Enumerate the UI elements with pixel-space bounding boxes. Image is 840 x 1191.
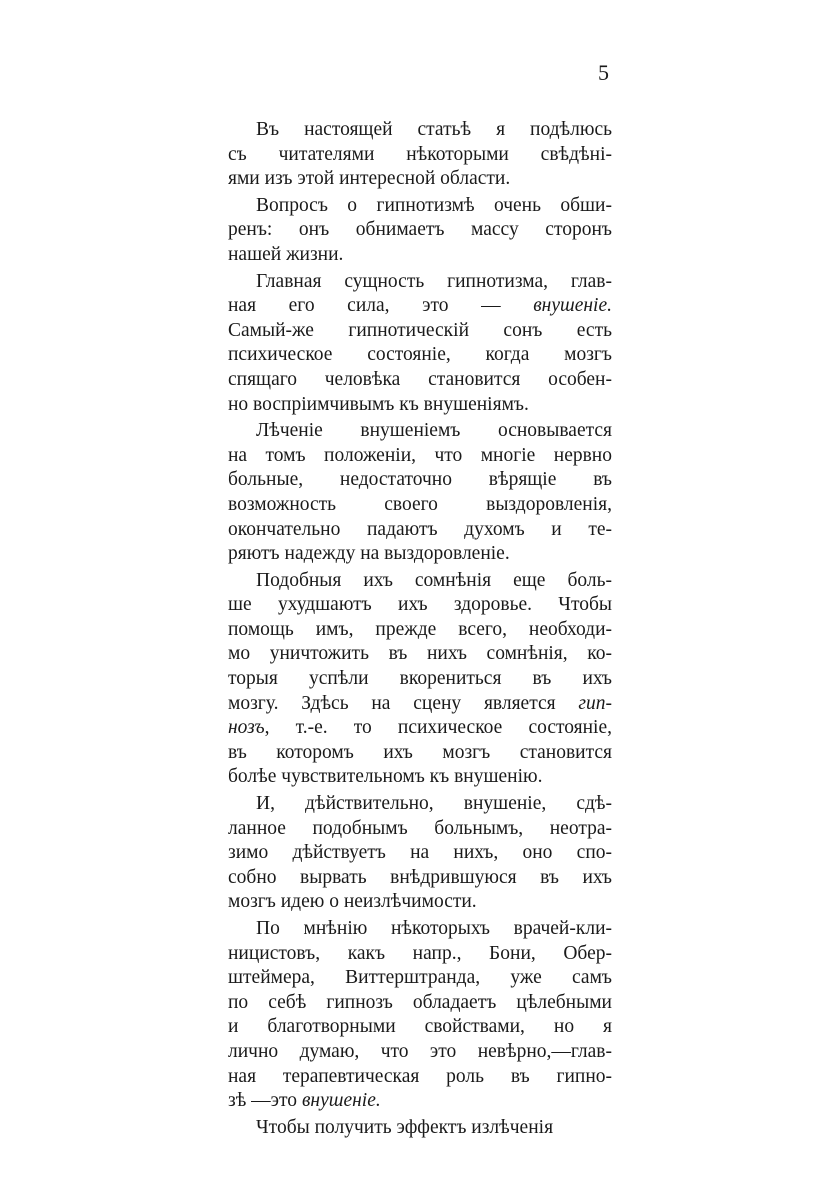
text-line: съ читателями нѣкоторыми свѣдѣні- [228,143,612,165]
text-line-with-emphasis [228,294,612,319]
text-line-with-emphasis [228,1089,612,1114]
text-line: торыя успѣли вкорениться въ ихъ [228,668,612,690]
text-line: мозгъ идею о неизлѣчимости. [228,891,477,913]
text-line: спящаго человѣка становится особен- [228,368,612,390]
text-line: и благотворными свойствами, но я [228,1016,612,1038]
paragraph-2 [228,194,612,268]
text-line-with-emphasis [228,692,612,717]
text-line: собно вырвать внѣдрившуюся въ ихъ [228,866,612,888]
text-line: Чтобы получить эффектъ излѣченія [256,1116,554,1138]
text-line: окончательно падаютъ духомъ и те- [228,518,612,540]
text-line: По мнѣнію нѣкоторыхъ врачей-кли- [256,918,612,939]
text-line: на томъ положеніи, что многіе нервно [228,444,612,466]
emphasis-text: внушеніе. [301,1090,381,1112]
emphasis-text: гип- [578,692,612,714]
text-line: ная терапевтическая роль въ гипно- [228,1065,612,1087]
body-text [228,118,612,1140]
text-line: по себѣ гипнозъ обладаетъ цѣлебными [228,991,612,1013]
text-line: ями изъ этой интересной области. [228,168,511,190]
text-line: зимо дѣйствуетъ на нихъ, оно спо- [228,842,612,864]
text-line: Вопросъ о гипнотизмѣ очень обши- [256,194,612,216]
emphasis-text: нозъ [228,717,265,739]
text-segment: мозгу. Здѣсь на сцену является [228,692,556,714]
paragraph-3 [228,270,612,418]
text-line: болѣе чувствительномъ къ внушенію. [228,766,543,788]
text-line: Въ настоящей статьѣ я подѣлюсь [256,119,612,140]
paragraph-7 [228,917,612,1114]
text-line: Подобныя ихъ сомнѣнія еще боль- [256,569,612,591]
text-line: ланное подобнымъ больнымъ, неотра- [228,817,612,839]
text-line: помощь имъ, прежде всего, необходи- [228,618,612,640]
text-line: ницистовъ, какъ напр., Бони, Обер- [228,942,612,964]
text-line: Главная сущность гипнотизма, глав- [256,270,612,292]
text-line: больные, недостаточно вѣрящіе въ [228,469,612,491]
page-number: 5 [598,60,609,85]
text-line: Самый-же гипнотическій сонъ есть [228,319,612,341]
text-line: штеймера, Виттерштранда, уже самъ [228,967,612,989]
text-segment: зѣ —это [228,1090,298,1112]
text-line: но воспріимчивымъ къ внушеніямъ. [228,393,529,415]
text-line: ряютъ надежду на выздоровленіе. [228,543,510,565]
text-line: нашей жизни. [228,243,344,265]
text-segment: , т.-е. то психическое состояніе, [264,717,612,739]
text-line: И, дѣйствительно, внушеніе, сдѣ- [256,793,612,815]
text-line: ренъ: онъ обнимаетъ массу сторонъ [228,219,612,241]
paragraph-5 [228,569,612,790]
text-line: въ которомъ ихъ мозгъ становится [228,741,612,763]
emphasis-text: внушеніе. [533,295,613,317]
paragraph-1 [228,118,612,192]
text-line: возможность своего выздоровленія, [228,493,612,515]
paragraph-8 [228,1116,612,1141]
paragraph-6 [228,792,612,915]
text-line: психическое состояніе, когда мозгъ [228,344,612,366]
text-line: мо уничтожить въ нихъ сомнѣнія, ко- [228,643,612,665]
text-segment: ная его сила, это — [228,295,501,317]
paragraph-4 [228,419,612,567]
text-line: лично думаю, что это невѣрно,—глав- [228,1040,612,1062]
text-line: ше ухудшаютъ ихъ здоровье. Чтобы [228,594,612,616]
text-line-with-emphasis [228,716,612,741]
text-line: Лѣченіе внушеніемъ основывается [256,420,612,442]
